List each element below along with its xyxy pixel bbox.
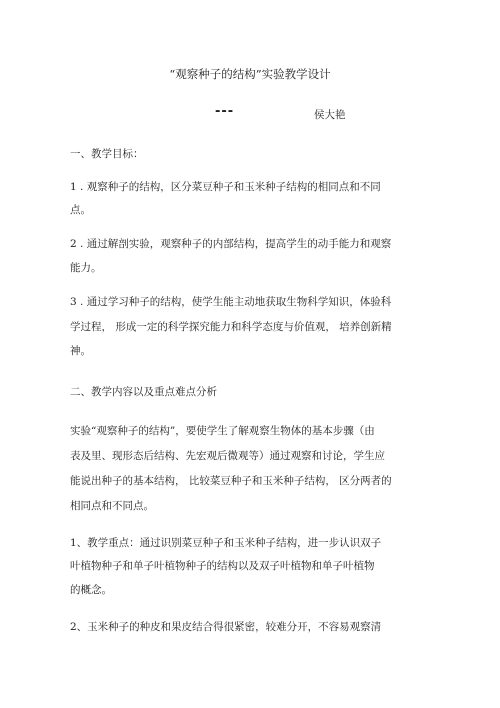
goal-1-line-1: 1 . 观察种子的结构，区分菜豆种子和玉米种子结构的相同点和不同 (70, 181, 381, 193)
content-line-2: 表及里、现形态后结构、先宏观后微观等）通过观察和讨论，学生应 (70, 450, 385, 462)
content-line-4: 相同点和不同点。 (70, 500, 154, 512)
author-name: 侯大艳 (314, 109, 346, 121)
goal-3-line-1: 3 . 通过学习种子的结构，使学生能主动地获取生物科学知识，体验科 (70, 296, 392, 308)
goal-1-line-2: 点。 (70, 204, 91, 216)
key-point-line-1: 1、教学重点：通过识别菜豆种子和玉米种子结构，进一步认识双子 (70, 537, 382, 549)
goal-3-line-3: 神。 (70, 345, 91, 357)
key-point-line-2: 叶植物种子和单子叶植物种子的结构以及双子叶植物和单子叶植物 (70, 560, 375, 572)
title-dashes: --- (215, 104, 235, 119)
goal-2-line-1: 2 . 通过解剖实验，观察种子的内部结构，提高学生的动手能力和观察 (70, 238, 392, 250)
document-title: “观察种子的结构”实验教学设计 (169, 67, 331, 81)
goals-heading: 一、教学目标： (70, 148, 144, 160)
difficulty-line-1: 2、玉米种子的种皮和果皮结合得很紧密，较难分开，不容易观察清 (70, 621, 382, 633)
content-line-1: 实验“观察种子的结构”，要使学生了解观察生物体的基本步骤（由 (70, 425, 375, 437)
goal-3-line-2: 学过程， 形成一定的科学探究能力和科学态度与价值观， 培养创新精 (70, 321, 392, 333)
content-line-3: 能说出种子的基本结构， 比较菜豆种子和玉米种子结构， 区分两者的 (70, 475, 392, 487)
key-point-line-3: 的概念。 (70, 584, 112, 596)
goal-2-line-2: 能力。 (70, 262, 102, 274)
content-heading: 二、教学内容以及重点难点分析 (70, 386, 217, 398)
